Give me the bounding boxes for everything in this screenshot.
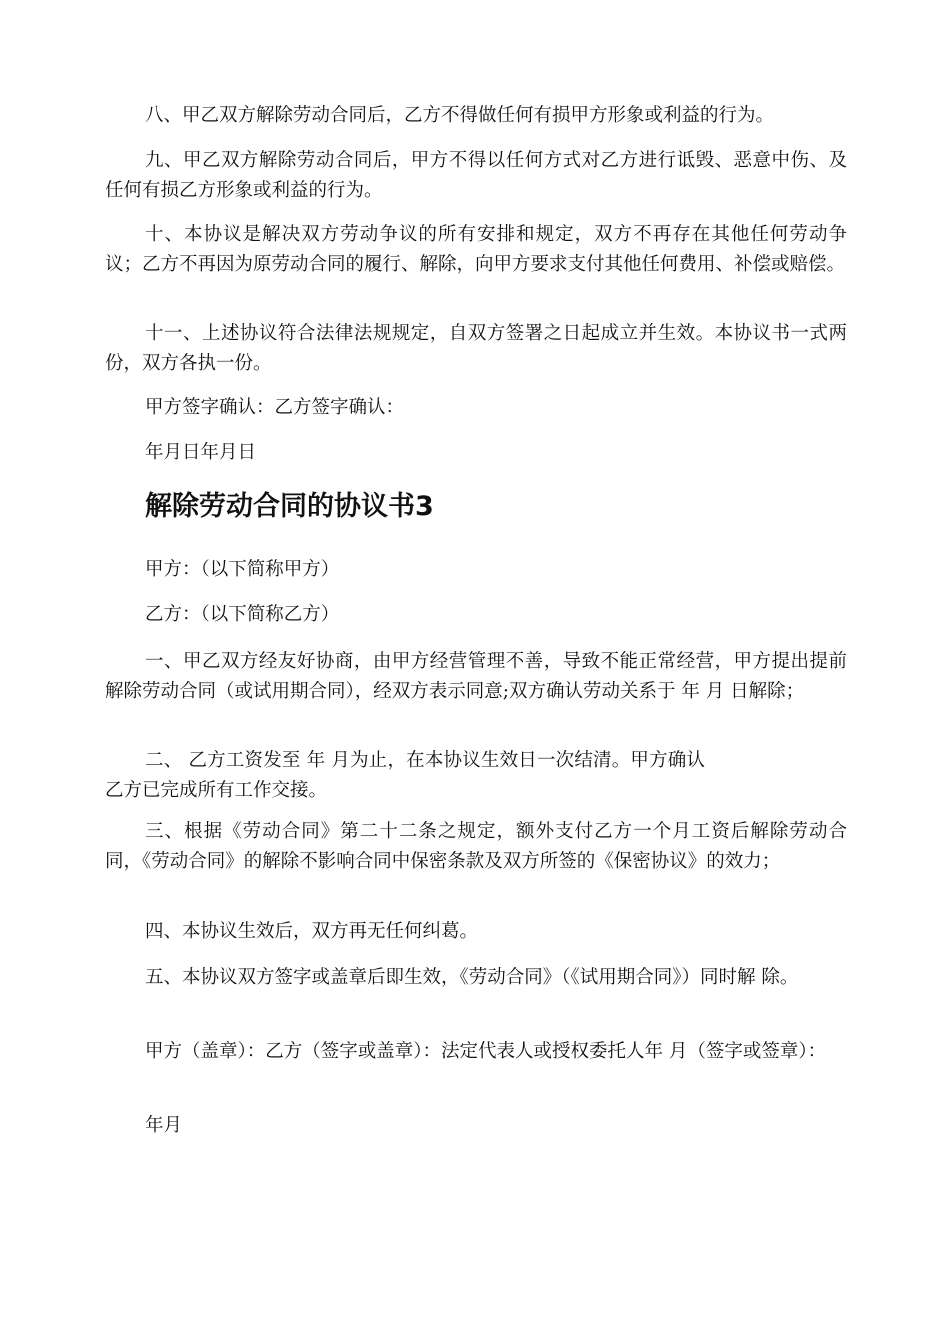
clause-4: 四、本协议生效后，双方再无任何纠葛。: [145, 921, 479, 942]
clause-1: 一、甲乙双方经友好协商，由甲方经营管理不善，导致不能正常经营，甲方提出提前解除劳动合同（或试用期合同），经双方表示同意;双方确认劳动关系于 年 月 日解除；: [105, 651, 847, 702]
clause-9: 九、甲乙双方解除劳动合同后，甲方不得以任何方式对乙方进行诋毁、恶意中伤、及任何有损乙方形象或利益的行为。: [105, 150, 847, 201]
final-date-line: 年月: [145, 1115, 183, 1136]
document-heading: 解除劳动合同的协议书3: [145, 491, 434, 522]
party-a-line: 甲方：（以下简称甲方）: [145, 559, 340, 580]
party-b-line: 乙方：（以下简称乙方）: [145, 604, 340, 625]
clause-5: 五、本协议双方签字或盖章后即生效，《劳动合同》（《试用期合同》）同时解 除。: [145, 967, 799, 988]
clause-3: 三、根据《劳动合同》第二十二条之规定，额外支付乙方一个月工资后解除劳动合同，《劳动合同》的解除不影响合同中保密条款及双方所签的《保密协议》的效力；: [105, 821, 847, 872]
signature-confirm-line: 甲方签字确认：乙方签字确认：: [145, 397, 405, 418]
signature-block: 甲方（盖章）：乙方（签字或盖章）：法定代表人或授权委托人年 月（签字或签章）：: [145, 1041, 827, 1062]
clause-8: 八、甲乙双方解除劳动合同后，乙方不得做任何有损甲方形象或利益的行为。: [145, 105, 775, 126]
clause-2: 二、 乙方工资发至 年 月为止，在本协议生效日一次结清。甲方确认乙方已完成所有工作交接。: [105, 750, 705, 801]
date-line: 年月日年月日: [145, 442, 257, 463]
clause-11: 十一、上述协议符合法律法规规定，自双方签署之日起成立并生效。本协议书一式两份，双方各执一份。: [105, 323, 847, 374]
clause-10: 十、本协议是解决双方劳动争议的所有安排和规定，双方不再存在其他任何劳动争议；乙方不再因为原劳动合同的履行、解除，向甲方要求支付其他任何费用、补偿或赔偿。: [105, 224, 847, 275]
